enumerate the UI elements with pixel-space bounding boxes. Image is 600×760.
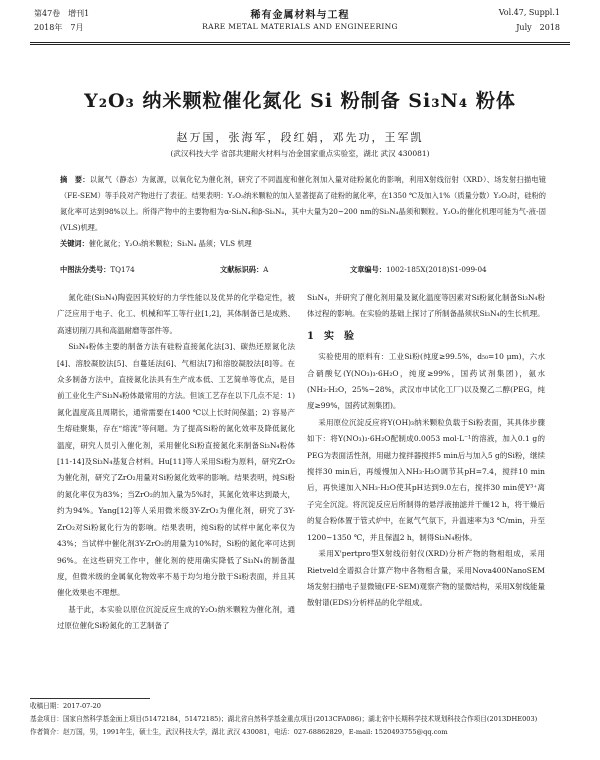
received-date: 收稿日期：2017-07-20 — [30, 702, 101, 710]
section-heading — [307, 329, 545, 345]
doc-code-value: A — [263, 265, 269, 274]
date-cn: 2018年 7月 — [34, 23, 84, 32]
section-title: 实 验 — [323, 330, 354, 342]
clc-value: TQ174 — [110, 265, 135, 274]
header-rule-2 — [30, 44, 570, 45]
article-no-label: 文章编号： — [350, 265, 386, 274]
author-bio: 作者简介：赵万国，男，1991年生，硕士生，武汉科技大学，湖北 武汉 430081，电话：027-68862829，E-mail: 1520493755@qq.com — [30, 728, 448, 736]
right-column — [307, 290, 545, 612]
abstract-text: 以氮气（静态）为氮源，以氧化钇为催化剂，研究了不同温度和催化剂加入量对硅粉氮化的影响，利用X射线衍射（XRD）、场发射扫描电镜（FE-SEM）等手段对产物进行了表征。结果表明：Y₂O₃纳米颗粒的加入显著提高了硅粉的氮化率，在1350 ℃及加入1%（质量分数）Y₂O₃时，硅粉的氮化率可达到98%以上。所得产物中的主要物相为α-Si₃N₄和β-Si₃N₄，其中大量为20~200 nm的Si₃N₄晶须和颗粒。Y₂O₃的催化机理可能为气-液-固(VLS)机理。 — [60, 175, 546, 232]
body-paragraph: Si₃N₄粉体主要的制备方法有硅粉直接氮化法[3]、碳热还原氮化法[4]、溶胶凝胶法[5]、自蔓延法[6]、气相法[7]和溶胶凝胶法[8]等。在众多制备方法中，直接氮化法具有生产成本低、工艺简单等优点，是目前工业化生产Si₃N₄粉体最常用的方法。但该工艺存在以下几点不足：1) 氮化温度高且周期长，通常需要在1400 ℃以上长时间保温；2) 容易产生熔硅聚集，存在“熔流”等问题。为了提高Si粉的氮化效率及降低氮化温度，研究人员引入催化剂，采用催化Si粉直接氮化来制备Si₃N₄粉体[11-14]及Si₃N₄基复合材料。Hu[11]等人采用Si粉为原料，研究ZrO₂为催化剂，研究了ZrO₂用量对Si粉氮化效率的影响。结果表明，纯Si粉的氮化率仅为83%；当ZrO₂的加入量为5%时，其氮化效率达到最大，约为94%。Yang[12]等人采用微米级3Y-ZrO₂为催化剂，研究了3Y-ZrO₂对Si粉氮化行为的影响。结果表明，纯Si粉的试样中氮化率仅为43%；当试样中催化剂3Y-ZrO₂的用量为10%时，Si粉的氮化率可达到96%。在这些研究工作中，催化剂的使用确实降低了Si₃N₄的制备温度，但微米级的金属氧化物效率不易于均匀地分散于Si粉表面，并且其催化效果也不理想。 — [57, 342, 295, 598]
abstract-label: 摘 要： — [60, 175, 90, 184]
section-number: 1 — [307, 330, 314, 342]
paper-title: Y₂O₃ 纳米颗粒催化氮化 Si 粉制备 Si₃N₄ 粉体 — [84, 90, 516, 112]
keywords-label: 关键词： — [60, 239, 89, 248]
doc-code-label: 文献标识码： — [220, 265, 264, 274]
article-no-value: 1002-185X(2018)S1-099-04 — [385, 265, 487, 274]
footnote — [30, 700, 570, 739]
volume-en: Vol.47, Suppl.1 — [498, 8, 560, 17]
abstract — [60, 172, 546, 252]
body-paragraph: 采用原位沉淀反应将Y(OH)₃纳米颗粒负载于Si粉表面，其具体步骤如下：将Y(NO₃)₃·6H₂O配制成0.0053 mol·L⁻¹的溶液，加入0.1 g的PEG为表面活性剂，用磁力搅拌器搅拌5 min后与加入5 g的Si粉，继续搅拌30 min后，再缓慢加入NH₃·H₂O调节其pH=7.4，搅拌10 min后，再快速加入NH₃·H₂O使其pH达到9.0左右，搅拌30 min使Y³⁺离子完全沉淀。将沉淀反应后所制得的悬浮液抽滤并干燥12 h，将干燥后的复合粉体置于管式炉中，在氮气气氛下，升温速率为3 ℃/min，升至1200~1350 ℃，并且保温2 h，制得Si₃N₄粉体。 — [307, 417, 545, 542]
body-paragraph: Si₃N₄，并研究了催化剂用量及氮化温度等因素对Si粉氮化制备Si₃N₄粉体过程的影响。在实验的基础上探讨了所制备晶须状Si₃N₄的生长机理。 — [307, 293, 545, 319]
footnote-rule — [30, 698, 150, 699]
body-paragraph: 采用X'pertpro型X射线衍射仪(XRD)分析产物的物相组成，采用Rietveld全谱拟合计算产物中各物相含量，采用Nova400NanoSEM场发射扫描电子显微镜(FE-SEM)观察产物的显微结构，采用X射线能量散射谱(EDS)分析样品的化学组成。 — [307, 549, 545, 608]
affiliation: (武汉科技大学 省部共建耐火材料与冶金国家重点实验室，湖北 武汉 430081) — [170, 149, 430, 158]
header-rule — [30, 42, 570, 43]
body-paragraph: 基于此，本实验以原位沉淀反应生成的Y₂O₃纳米颗粒为催化剂，通过原位催化Si粉氮化的工艺制备了 — [57, 604, 295, 631]
body-paragraph: 氮化硅(Si₃N₄)陶瓷因其较好的力学性能以及优异的化学稳定性，被广泛应用于电子、化工、机械和军工等行业[1,2]，其体制备已是成熟、高速切削刀具和高温耐磨等部件等。 — [57, 293, 295, 335]
page-header — [30, 4, 570, 42]
volume-cn: 第47卷 增刊1 — [34, 9, 90, 18]
clc-label: 中图法分类号： — [60, 265, 111, 274]
journal-name-en: RARE METAL MATERIALS AND ENGINEERING — [202, 22, 398, 31]
date-en: July 2018 — [516, 23, 560, 32]
keywords-text: 催化氮化；Y₂O₃纳米颗粒；Si₃N₄ 晶须；VLS 机理 — [88, 239, 252, 248]
left-column — [57, 290, 295, 635]
body-paragraph: 实验使用的原料有：工业Si粉(纯度≥99.5%，d₅₀=10 μm)，六水合硝酸钇(Y(NO₃)₃·6H₂O，纯度≥99%，国药试剂集团)，氨水(NH₃·H₂O，25%~28%，武汉市申试化工厂)以及聚乙二醇(PEG，纯度≥99%，国药试剂集团)。 — [307, 352, 545, 411]
classification-row — [60, 262, 546, 277]
fund-info: 基金项目：国家自然科学基金面上项目(51472184，51472185)；湖北省自然科学基金重点项目(2013CFA086)；湖北省中长期科学技术规划科技合作项目(2013DHE003) — [30, 715, 538, 723]
journal-name-cn: 稀有金属材料与工程 — [250, 10, 350, 21]
authors: 赵万国，张海军，段红娟，邓先功，王军凯 — [176, 131, 424, 144]
